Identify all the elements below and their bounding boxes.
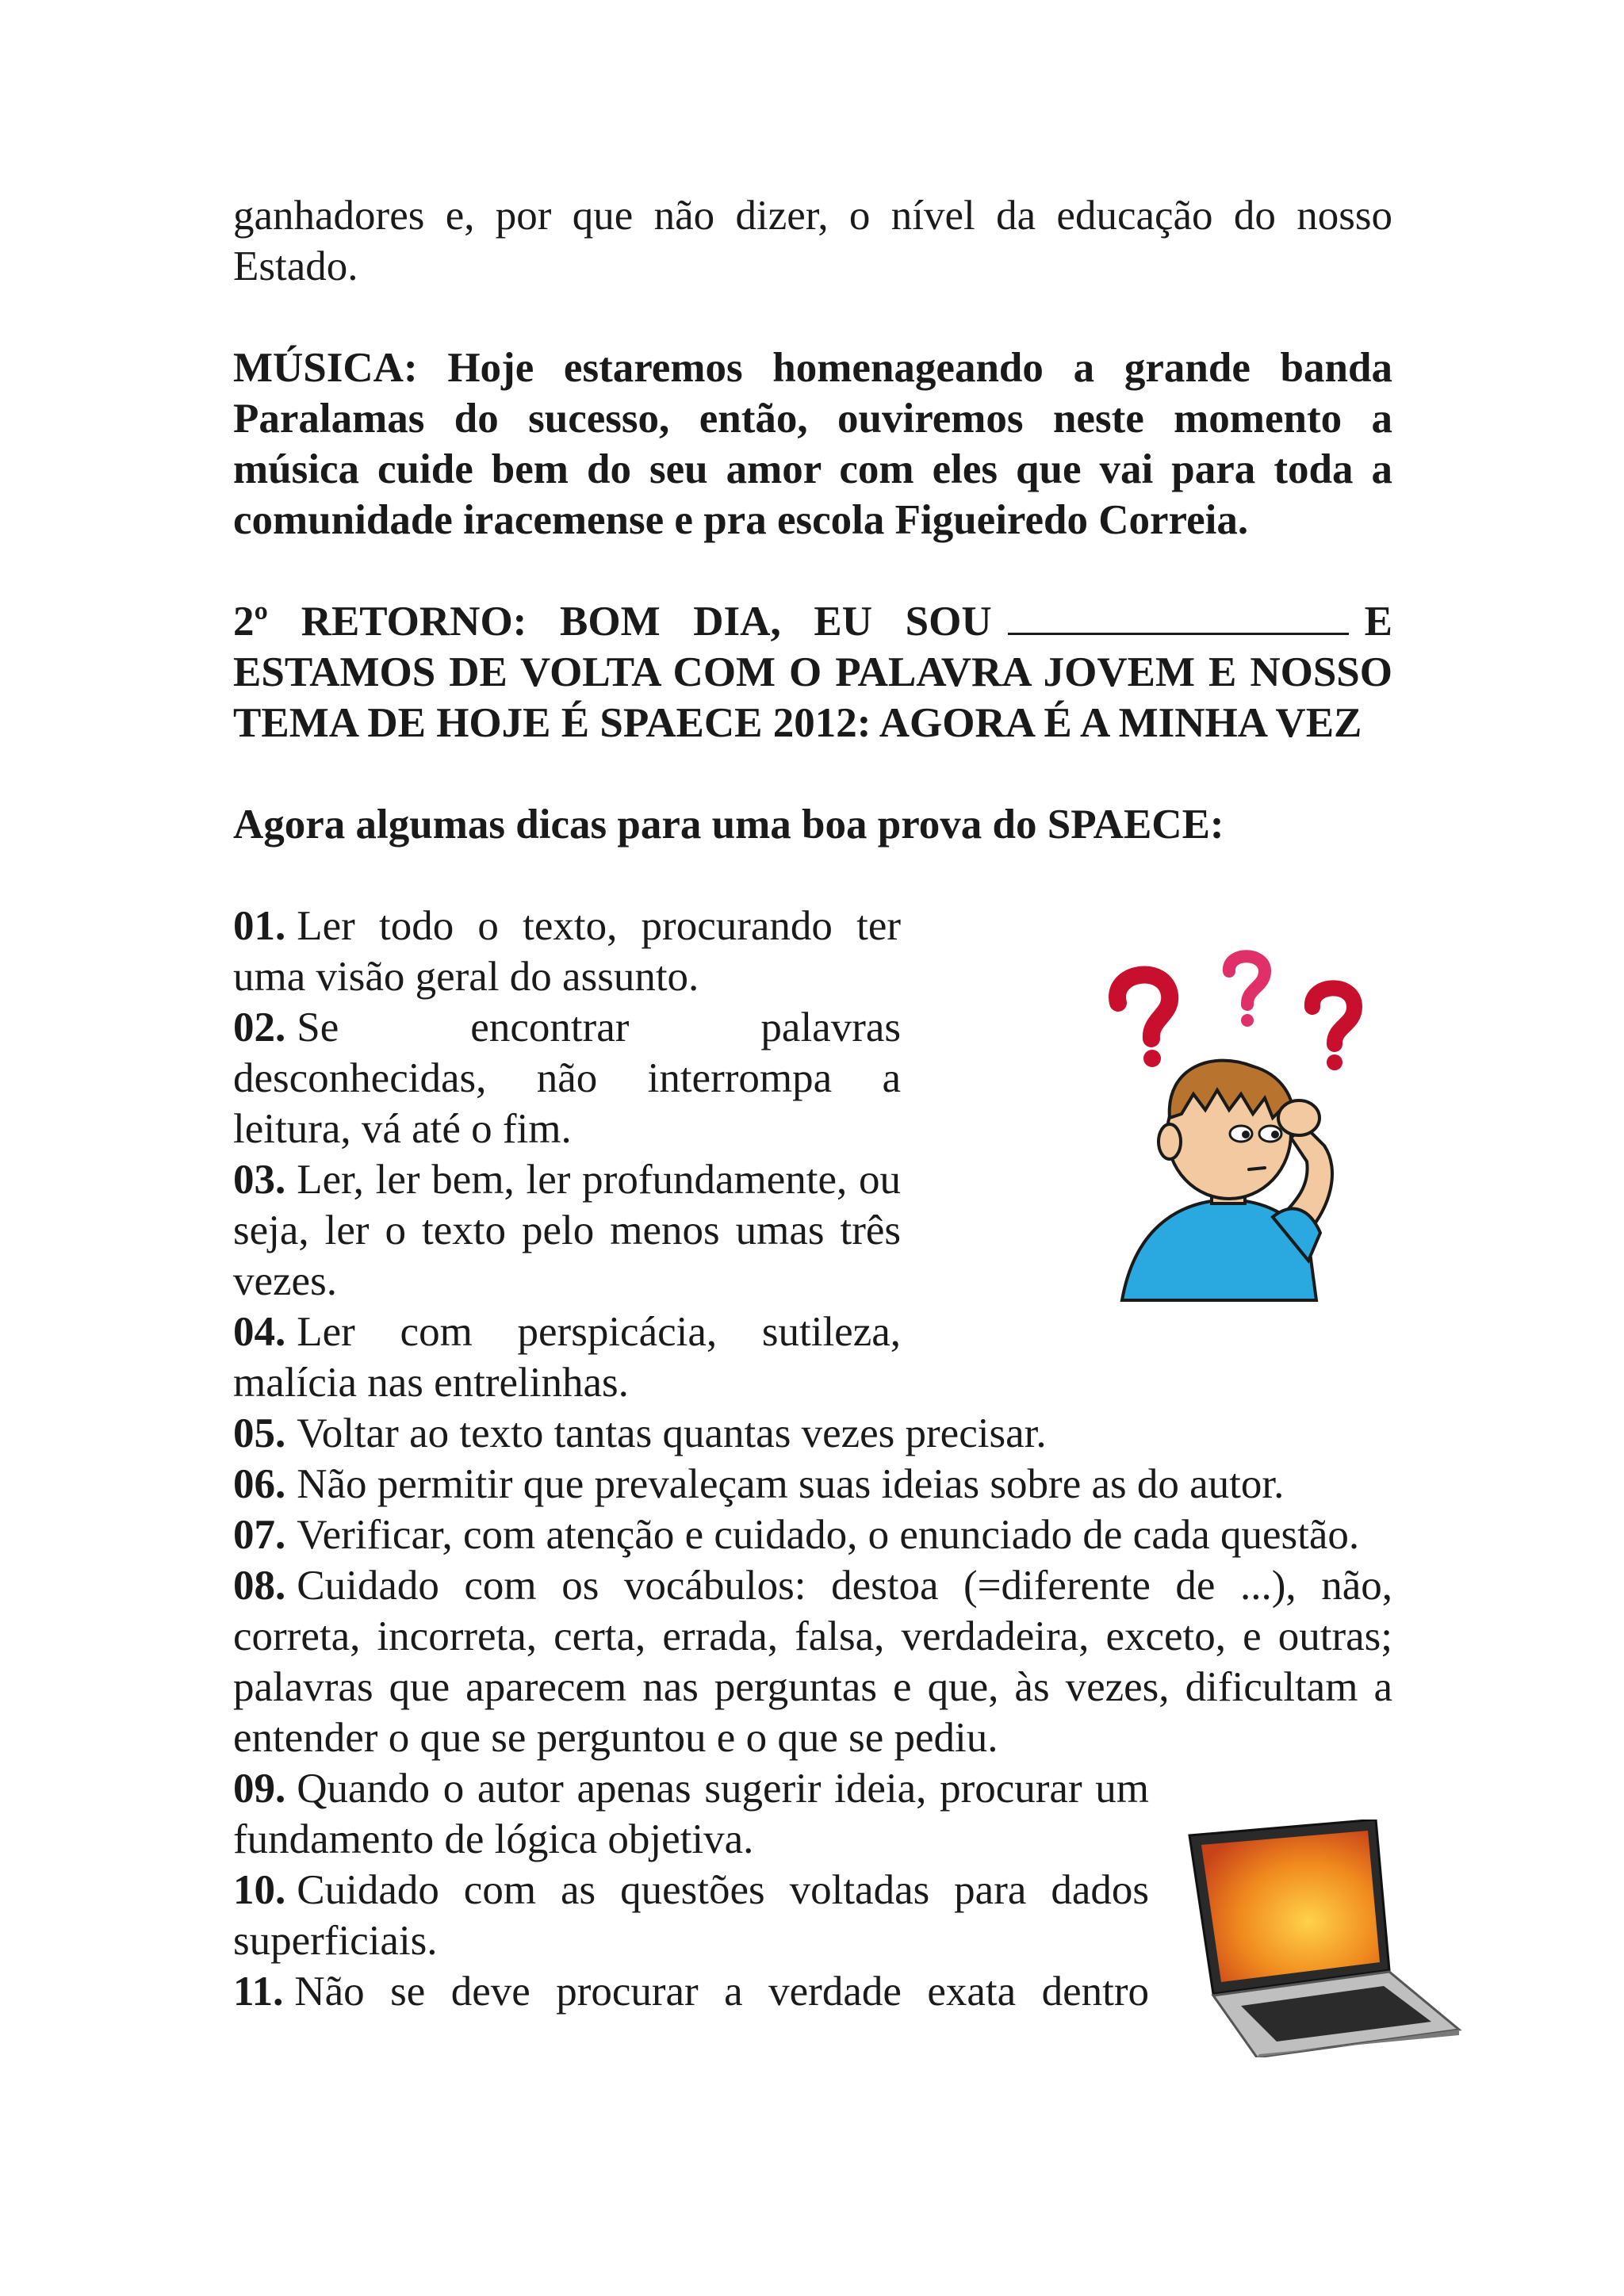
musica-paragraph: MÚSICA: Hoje estaremos homenageando a grande banda Paralamas do sucesso, então, ouviremos neste momento a música cuide bem do seu amor com eles que vai para toda a comunidade iracemense e pra escola Figueiredo Correia.: [233, 345, 1392, 543]
intro-paragraph-end: ganhadores e, por que não dizer, o nível da educação do nosso Estado.: [233, 193, 1392, 289]
list-item: 06. Não permitir que prevaleçam suas ideias sobre as do autor.: [233, 1461, 1285, 1507]
dicas-heading: Agora algumas dicas para uma boa prova do SPAECE:: [233, 802, 1224, 848]
list-item: 08. Cuidado com os vocábulos: destoa (=diferente de ...), não, correta, incorreta, certa, errada, falsa, verdadeira, exceto, e outras; palavras que aparecem nas perguntas e que, às vezes, dificultam a entender o que se perguntou e o que se pediu.: [233, 1563, 1392, 1761]
question-mark-icon: [1229, 956, 1265, 1027]
list-item: 03. Ler, ler bem, ler profundamente, ou seja, ler o texto pelo menos umas três vezes.: [233, 1157, 901, 1304]
list-item: 07. Verificar, com atenção e cuidado, o enunciado de cada questão.: [233, 1512, 1360, 1558]
list-item: 04. Ler com perspicácia, sutileza, malícia nas entrelinhas.: [233, 1309, 901, 1406]
name-blank-line: [1008, 598, 1349, 635]
list-item: 05. Voltar ao texto tantas quantas vezes precisar.: [233, 1410, 1047, 1456]
retorno-part1: 2º RETORNO: BOM DIA, EU SOU: [233, 599, 992, 645]
question-mark-icon: [1117, 975, 1170, 1067]
question-mark-icon: [1312, 988, 1354, 1070]
list-item: 01. Ler todo o texto, procurando ter uma visão geral do assunto.: [233, 903, 901, 1000]
laptop-illustration: [1182, 1820, 1467, 2057]
list-item: 11. Não se deve procurar a verdade exata dentro: [233, 1969, 1149, 2015]
thinking-person-illustration: [1102, 947, 1388, 1320]
list-item: 02. Se encontrar palavras desconhecidas, não interrompa a leitura, vá até o fim.: [233, 1004, 901, 1152]
list-item: 10. Cuidado com as questões voltadas para dados superficiais.: [233, 1867, 1149, 1964]
retorno-paragraph: [233, 596, 1392, 748]
list-item: 09. Quando o autor apenas sugerir ideia, procurar um fundamento de lógica objetiva.: [233, 1766, 1149, 1862]
retorno-part2: E ESTAMOS DE VOLTA COM O PALAVRA JOVEM E NOSSO TEMA DE HOJE É SPAECE 2012: AGORA É A MINHA VEZ: [233, 599, 1392, 746]
